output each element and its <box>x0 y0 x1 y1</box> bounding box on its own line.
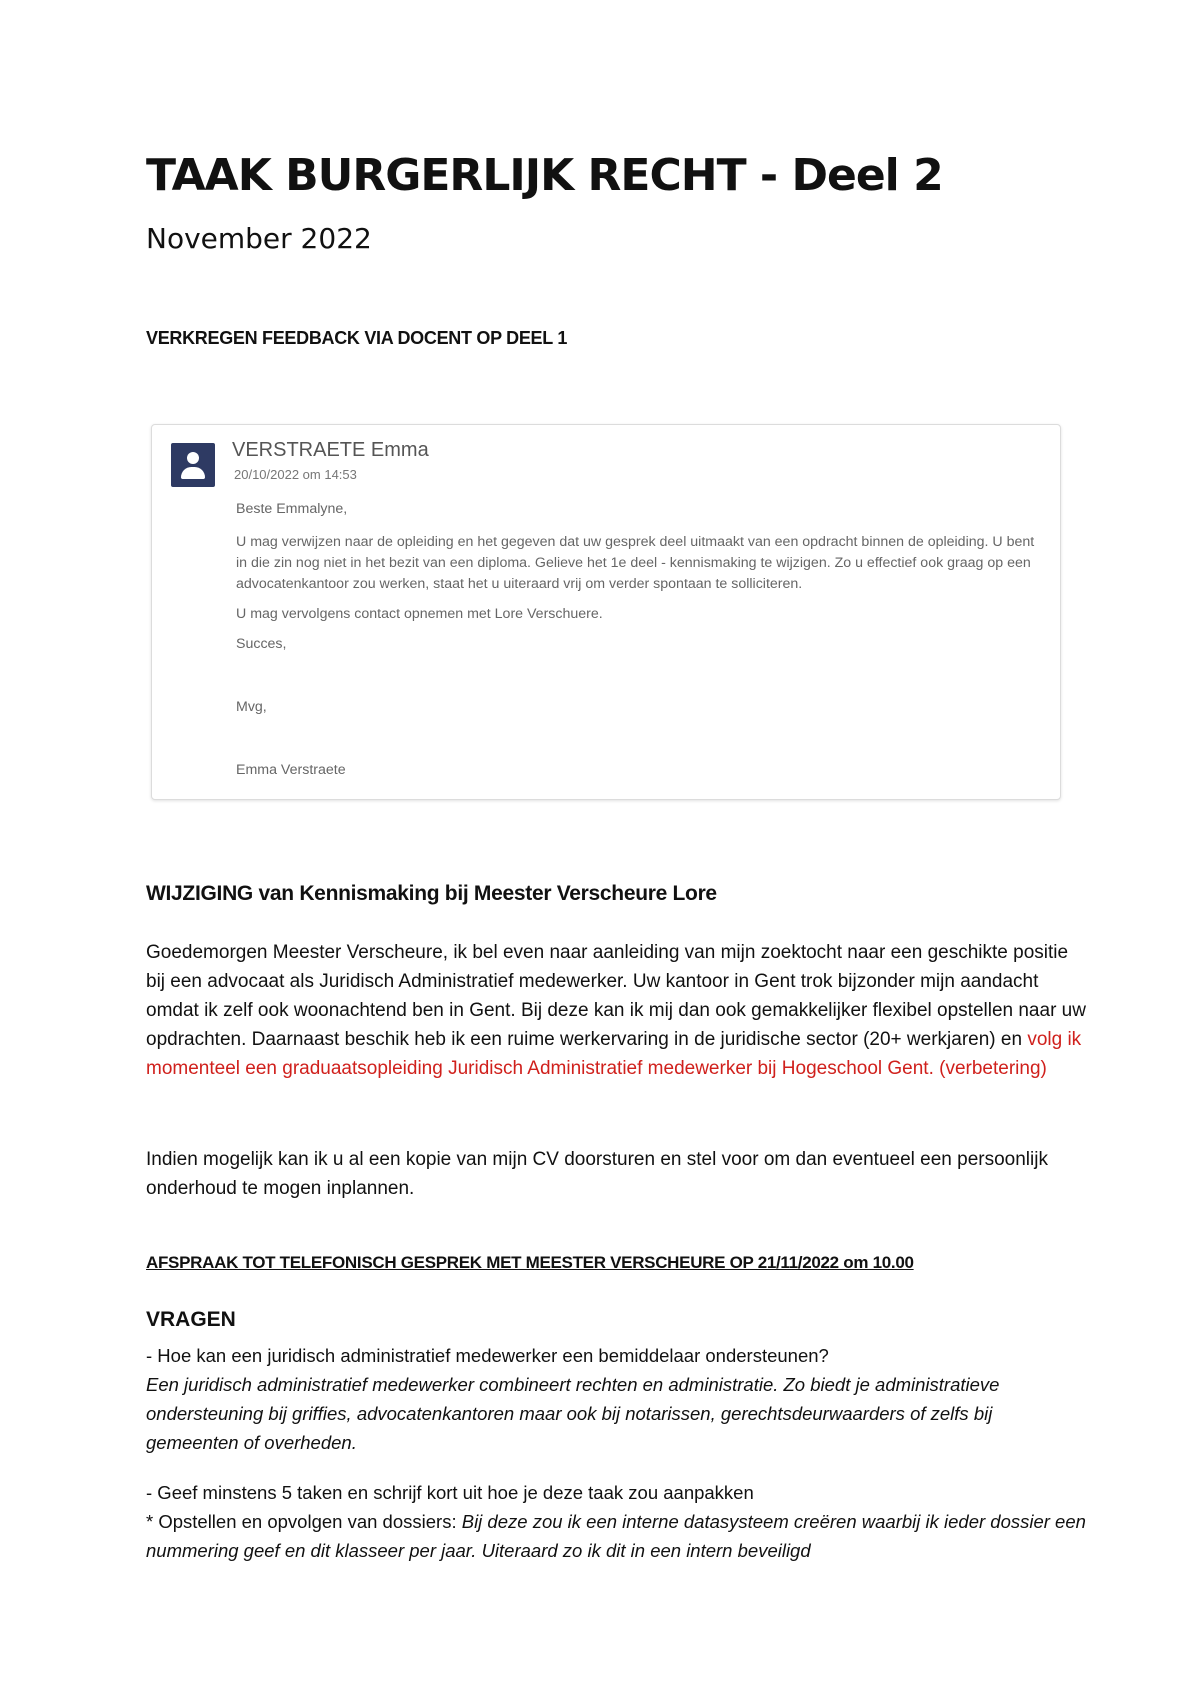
document-title: TAAK BURGERLIJK RECHT - Deel 2 <box>146 150 943 201</box>
message-signature: Emma Verstraete <box>236 762 346 778</box>
task-description: Bij deze zou ik een interne datasysteem creëren waarbij ik ieder dossier een nummering geef en dit klasseer per jaar. Uiteraard zo ik dit in een intern beveiligd <box>146 1511 1086 1561</box>
intro-paragraph <box>146 938 1086 1083</box>
user-avatar-icon <box>171 443 215 487</box>
message-timestamp: 20/10/2022 om 14:53 <box>234 467 357 482</box>
intro-text: Goedemorgen Meester Verscheure, ik bel even naar aanleiding van mijn zoektocht naar een geschikte positie bij een advocaat als Juridisch Administratief medewerker. Uw kantoor in Gent trok bijzonder mijn aandacht omdat ik zelf ook woonachtend ben in Gent. Bij deze kan ik mij dan ook gemakkelijker flexibel opstellen naar uw opdrachten. Daarnaast beschik heb ik een ruime werkervaring in de juridische sector (20+ werkjaren) en <box>146 942 1086 1050</box>
answer-text: Een juridisch administratief medewerker combineert rechten en administratie. Zo biedt je administratieve ondersteuning bij griffies, advocatenkantoren maar ook bij notarissen, gerechtsdeurwaarders of zelfs bij gemeenten of overheden. <box>146 1374 1000 1453</box>
message-salutation: Beste Emmalyne, <box>236 501 348 517</box>
document-date: November 2022 <box>146 222 372 255</box>
question-block <box>146 1478 1086 1565</box>
questions-title: VRAGEN <box>146 1308 236 1331</box>
followup-paragraph: Indien mogelijk kan ik u al een kopie van mijn CV doorsturen en stel voor om dan eventueel een persoonlijk onderhoud te mogen inplannen. <box>146 1149 1048 1199</box>
task-label: * Opstellen en opvolgen van dossiers: <box>146 1511 457 1532</box>
avatar-shoulders <box>181 467 205 479</box>
section-title: WIJZIGING van Kennismaking bij Meester Verscheure Lore <box>146 882 717 905</box>
question-text: - Hoe kan een juridisch administratief medewerker een bemiddelaar ondersteunen? <box>146 1345 829 1366</box>
message-body <box>236 499 1046 781</box>
message-paragraph: U mag vervolgens contact opnemen met Lore Verschuere. <box>236 606 603 622</box>
feedback-heading: VERKREGEN FEEDBACK VIA DOCENT OP DEEL 1 <box>146 328 568 348</box>
message-closing: Succes, <box>236 636 287 652</box>
question-block <box>146 1341 1086 1457</box>
correction-text: volg ik momenteel een graduaatsopleiding Juridisch Administratief medewerker bij Hogeschool Gent. (verbetering) <box>146 1029 1082 1079</box>
message-sender: VERSTRAETE Emma <box>232 439 429 461</box>
avatar-head <box>187 452 199 464</box>
question-text: - Geef minstens 5 taken en schrijf kort uit hoe je deze taak zou aanpakken <box>146 1482 754 1503</box>
message-paragraph: U mag verwijzen naar de opleiding en het gegeven dat uw gesprek deel uitmaakt van een opdracht binnen de opleiding. U bent in die zin nog niet in het bezit van een diploma. Gelieve het 1e deel - kennismaking te wijzigen. Zo u effectief ook graag op een advocatenkantoor zou werken, staat het u uiteraard vrij om verder spontaan te solliciteren. <box>236 534 1035 592</box>
task-item <box>146 1507 1086 1565</box>
feedback-message-card <box>151 424 1061 800</box>
message-regards: Mvg, <box>236 699 267 715</box>
appointment-line: AFSPRAAK TOT TELEFONISCH GESPREK MET MEESTER VERSCHEURE OP 21/11/2022 om 10.00 <box>146 1253 914 1272</box>
